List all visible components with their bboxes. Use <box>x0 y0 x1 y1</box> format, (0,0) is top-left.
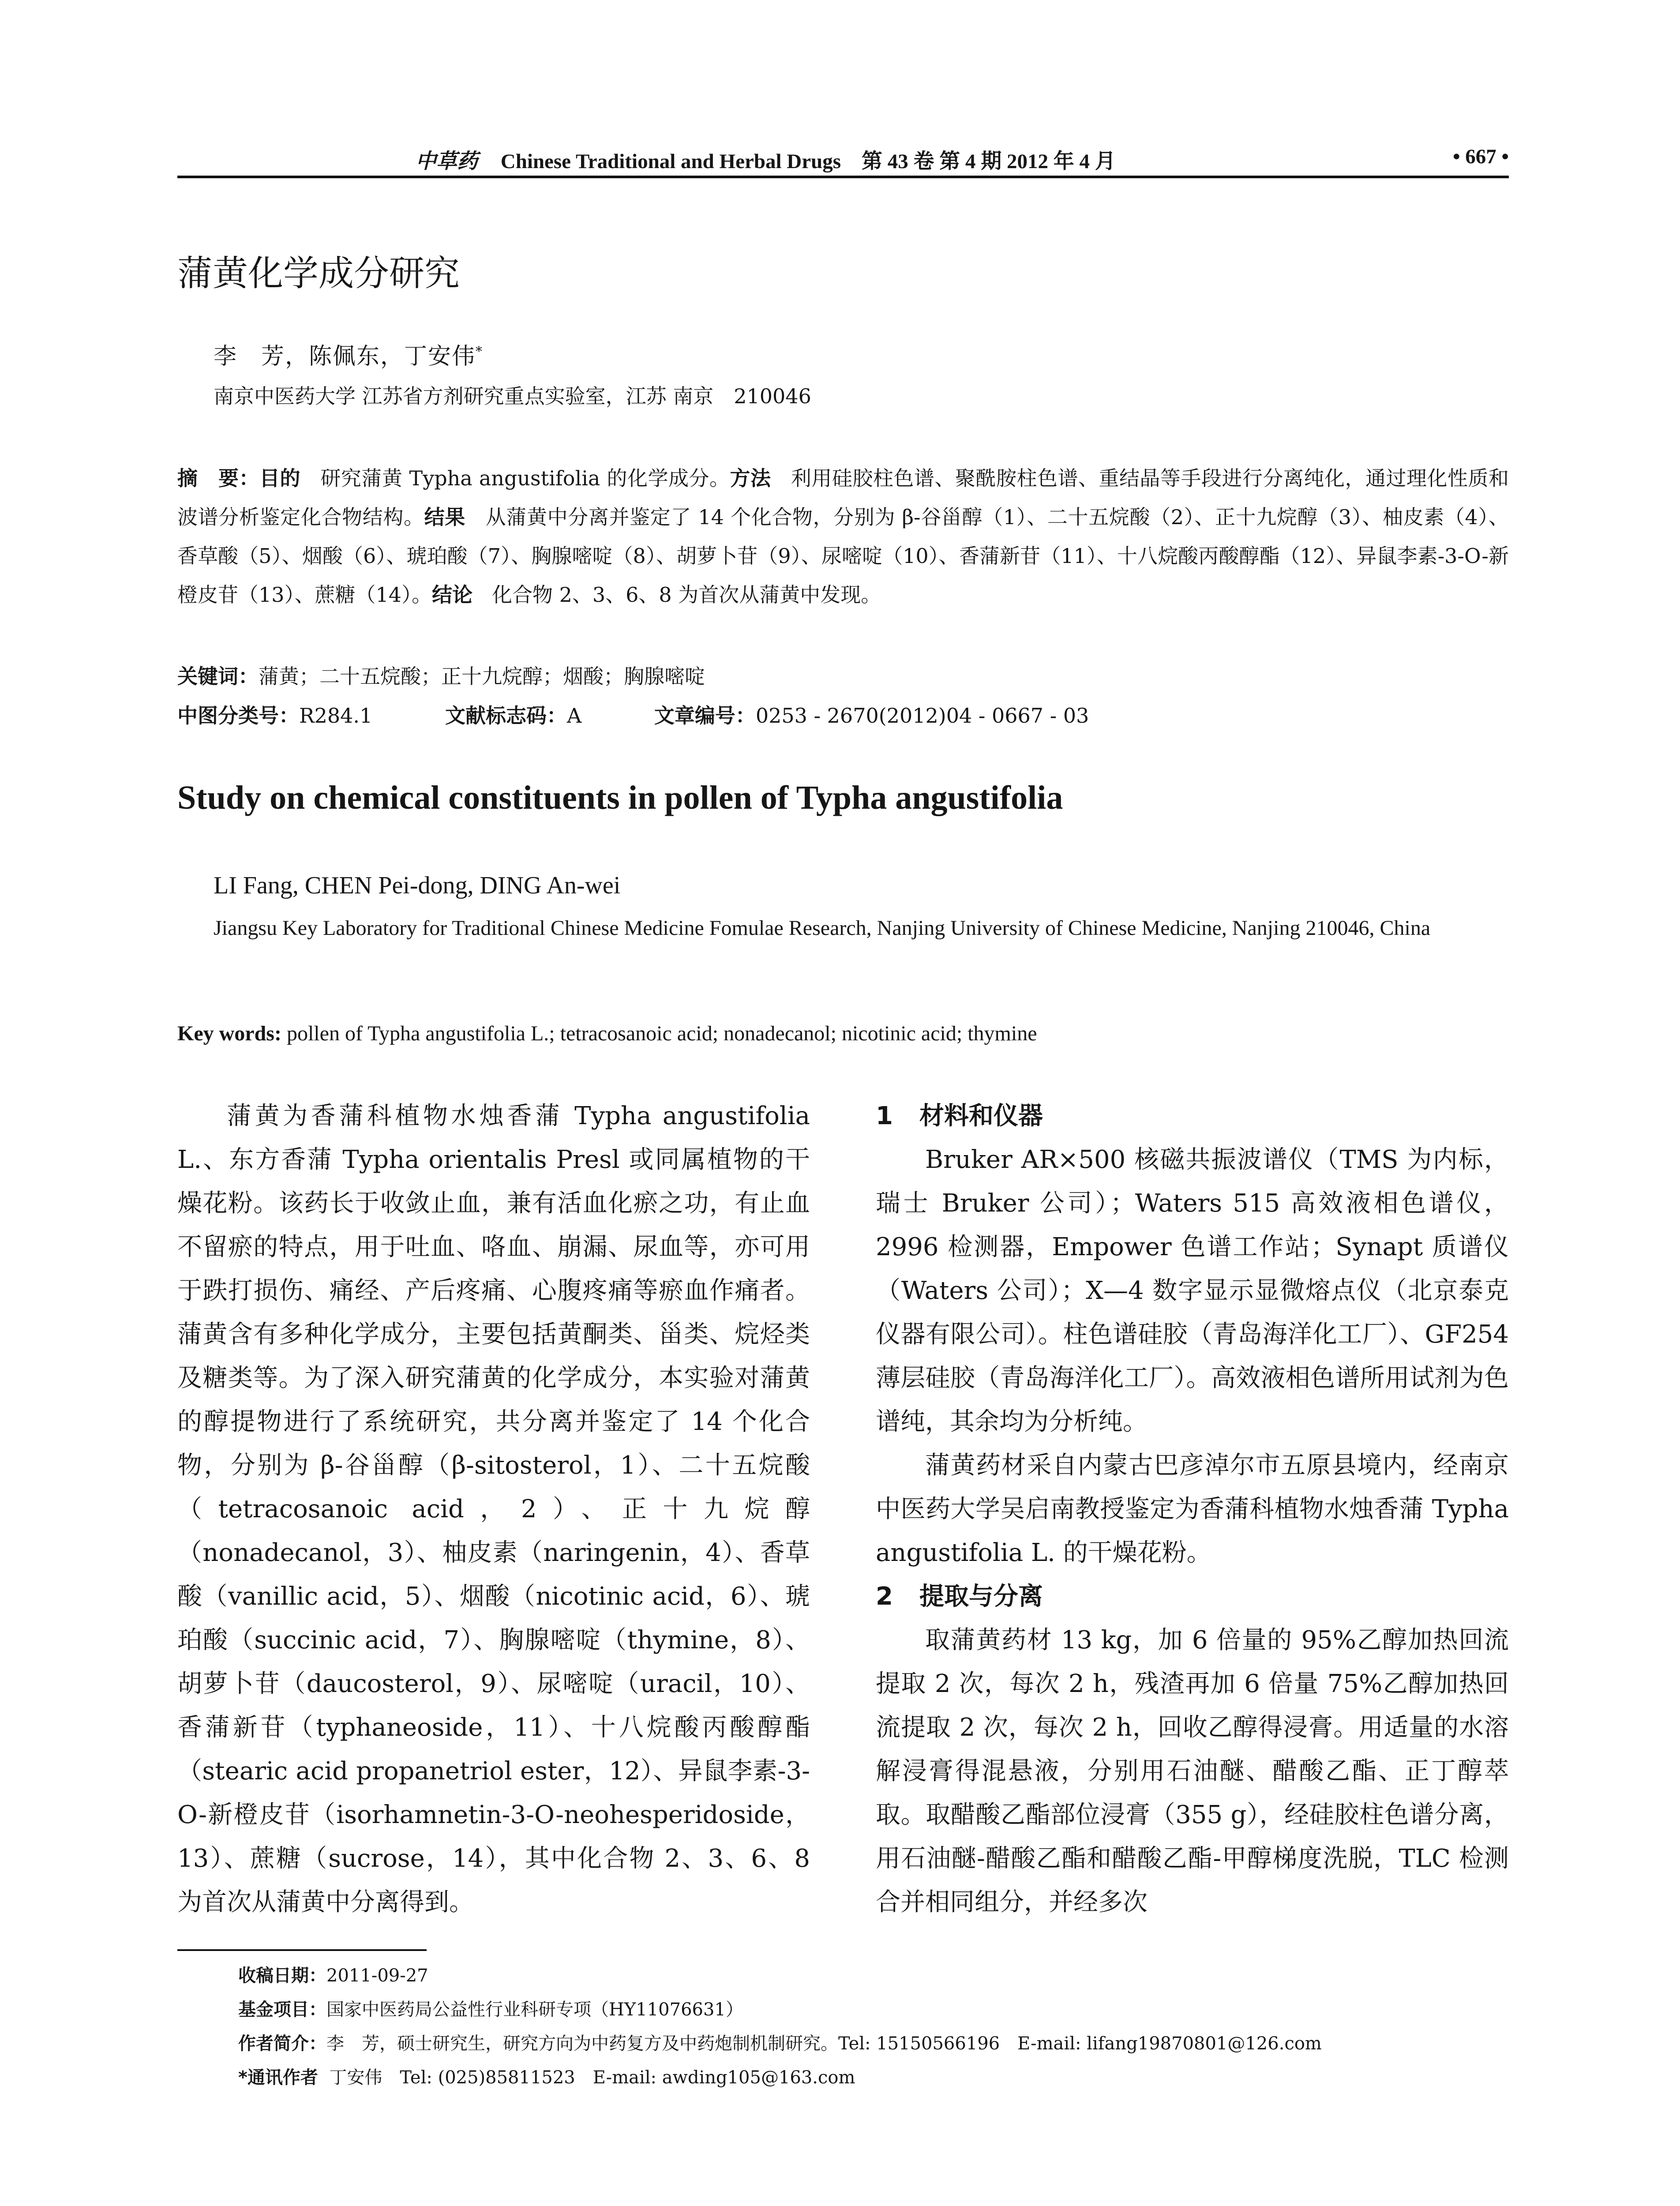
section-1-paragraph-2: 蒲黄药材采自内蒙古巴彦淖尔市五原县境内，经南京中医药大学吴启南教授鉴定为香蒲科植物水烛香蒲 Typha angustifolia L. 的干燥花粉。 <box>876 1451 1509 1567</box>
footnote-text: 国家中医药局公益性行业科研专项（HY11076631） <box>326 2000 743 2020</box>
conclusion-text: 化合物 2、3、6、8 为首次从蒲黄中发现。 <box>491 583 881 607</box>
section-1-number: 1 <box>876 1102 893 1130</box>
journal-line <box>416 145 1116 174</box>
affiliation-cn: 南京中医药大学 江苏省方剂研究重点实验室，江苏 南京 210046 <box>214 384 811 408</box>
keywords-en-label: Key words: <box>177 1022 281 1045</box>
section-heading-1 <box>876 1094 1509 1138</box>
footnote-text: 李 芳，硕士研究生，研究方向为中药复方及中药炮制机制研究。Tel: 15150566196 E-mail: lifang19870801@126.com <box>326 2033 1322 2054</box>
result-label: 结果 <box>424 505 465 529</box>
section-2-paragraph-1: 取蒲黄药材 13 kg，加 6 倍量的 95%乙醇加热回流提取 2 次，每次 2 h，残渣再加 6 倍量 75%乙醇加热回流提取 2 次，每次 2 h，回收乙醇得浸膏。用适量的水溶解浸膏得混悬液，分别用石油醚、醋酸乙酯、正丁醇萃取。取醋酸乙酯部位浸膏（355 g），经硅胶柱色谱分离，用石油醚-醋酸乙酯和醋酸乙酯-甲醇梯度洗脱，TLC 检测合并相同组分，并经多次 <box>876 1626 1509 1917</box>
title-en: Study on chemical constituents in pollen of Typha angustifolia <box>177 779 1063 816</box>
keywords-cn <box>177 660 705 690</box>
footnote-received <box>238 1959 1322 1993</box>
footnote-corresponding <box>238 2061 1322 2095</box>
authors-cn <box>214 338 483 371</box>
footnote-text: 丁安伟 Tel: (025)85811523 E-mail: awding105@163.com <box>329 2067 855 2088</box>
clc-value: R284.1 <box>299 704 373 728</box>
section-2-title: 提取与分离 <box>919 1582 1043 1611</box>
journal-name-cn: 中草药 <box>416 150 478 173</box>
clc-label: 中图分类号： <box>177 704 299 728</box>
footnote-author-bio <box>238 2027 1322 2061</box>
result-text: 从蒲黄中分离并鉴定了 14 个化合物，分别为 β-谷甾醇（1）、二十五烷酸（2）、正十九烷醇（3）、柚皮素（4）、香草酸（5）、烟酸（6）、琥珀酸（7）、胸腺嘧啶（8）、胡萝卜苷（9）、尿嘧啶（10）、香蒲新苷（11）、十八烷酸丙酸醇酯（12）、异鼠李素-3-O-新橙皮苷（13）、蔗糖（14）。 <box>177 505 1509 607</box>
authors-cn-names: 李 芳，陈佩东，丁安伟 <box>214 343 476 370</box>
section-1-paragraph-1: Bruker AR×500 核磁共振波谱仪（TMS 为内标，瑞士 Bruker 公司）；Waters 515 高效液相色谱仪，2996 检测器，Empower 色谱工作站；Synapt 质谱仪（Waters 公司）；X—4 数字显示显微熔点仪（北京泰克仪器有限公司）。柱色谱硅胶（青岛海洋化工厂）、GF254 薄层硅胶（青岛海洋化工厂）。高效液相色谱所用试剂为色谱纯，其余均为分析纯。 <box>876 1145 1509 1436</box>
section-1-title: 材料和仪器 <box>919 1102 1043 1130</box>
running-header <box>177 140 1509 178</box>
doc-code-label: 文献标志码： <box>445 704 567 728</box>
intro-paragraph: 蒲黄为香蒲科植物水烛香蒲 Typha angustifolia L.、东方香蒲 Typha orientalis Presl 或同属植物的干燥花粉。该药长于收敛止血，兼有活血化瘀之功，有止血不留瘀的特点，用于吐血、咯血、崩漏、尿血等，亦可用于跌打损伤、痛经、产后疼痛、心腹疼痛等瘀血作痛者。蒲黄含有多种化学成分，主要包括黄酮类、甾类、烷烃类及糖类等。为了深入研究蒲黄的化学成分，本实验对蒲黄的醇提物进行了系统研究，共分离并鉴定了 14 个化合物，分别为 β-谷甾醇（β-sitosterol，1）、二十五烷酸（tetracosanoic acid，2）、正十九烷醇（nonadecanol，3）、柚皮素（naringenin，4）、香草酸（vanillic acid，5）、烟酸（nicotinic acid，6）、琥珀酸（succinic acid，7）、胸腺嘧啶（thymine，8）、胡萝卜苷（daucosterol，9）、尿嘧啶（uracil，10）、香蒲新苷（typhaneoside，11）、十八烷酸丙酸醇酯（stearic acid propanetriol ester，12）、异鼠李素-3-O-新橙皮苷（isorhamnetin-3-O-neohesperidoside，13）、蔗糖（sucrose，14），其中化合物 2、3、6、8 为首次从蒲黄中分离得到。 <box>177 1102 810 1917</box>
doc-code-value: A <box>566 704 582 728</box>
journal-name-en: Chinese Traditional and Herbal Drugs <box>500 150 841 173</box>
objective-label: 目的 <box>259 466 301 490</box>
keywords-en <box>177 1021 1037 1046</box>
keywords-cn-label: 关键词： <box>177 664 259 688</box>
corresponding-mark: * <box>476 344 484 360</box>
abstract-cn <box>177 459 1509 614</box>
article-no-value: 0253 - 2670(2012)04 - 0667 - 03 <box>755 704 1089 728</box>
keywords-cn-text: 蒲黄；二十五烷酸；正十九烷醇；烟酸；胸腺嘧啶 <box>259 664 705 688</box>
body-column-left <box>177 1094 810 1924</box>
footnotes <box>238 1959 1322 2095</box>
footnote-funding <box>238 1993 1322 2027</box>
section-2-number: 2 <box>876 1582 893 1611</box>
body-column-right <box>876 1094 1509 1924</box>
footnote-label: 基金项目： <box>238 2000 326 2020</box>
classification-row <box>177 700 1089 729</box>
footnote-label: 收稿日期： <box>238 1966 326 1986</box>
section-heading-2 <box>876 1575 1509 1618</box>
objective-text: 研究蒲黄 Typha angustifolia 的化学成分。 <box>320 466 730 490</box>
page-number: • 667 • <box>1453 145 1509 168</box>
title-cn: 蒲黄化学成分研究 <box>177 253 460 294</box>
footnote-label: 作者简介： <box>238 2033 326 2054</box>
journal-issue: 第 43 卷 第 4 期 2012 年 4 月 <box>862 150 1116 173</box>
footnote-divider <box>177 1949 427 1951</box>
conclusion-label: 结论 <box>432 583 473 607</box>
footnote-text: 2011-09-27 <box>326 1966 428 1986</box>
authors-en: LI Fang, CHEN Pei-dong, DING An-wei <box>214 872 621 899</box>
method-text: 利用硅胶柱色谱、聚酰胺柱色谱、重结晶等手段进行分离纯化，通过理化性质和波谱分析鉴定化合物结构。 <box>177 466 1509 529</box>
keywords-en-text: pollen of Typha angustifolia L.; tetracosanoic acid; nonadecanol; nicotinic acid; thymine <box>286 1022 1037 1045</box>
affiliation-en: Jiangsu Key Laboratory for Traditional Chinese Medicine Fomulae Research, Nanjing University of Chinese Medicine, Nanjing 210046, China <box>214 916 1431 940</box>
abstract-label: 摘 要： <box>177 466 260 490</box>
article-no-label: 文章编号： <box>654 704 756 728</box>
footnote-label: *通讯作者 <box>238 2067 318 2088</box>
method-label: 方法 <box>730 466 771 490</box>
